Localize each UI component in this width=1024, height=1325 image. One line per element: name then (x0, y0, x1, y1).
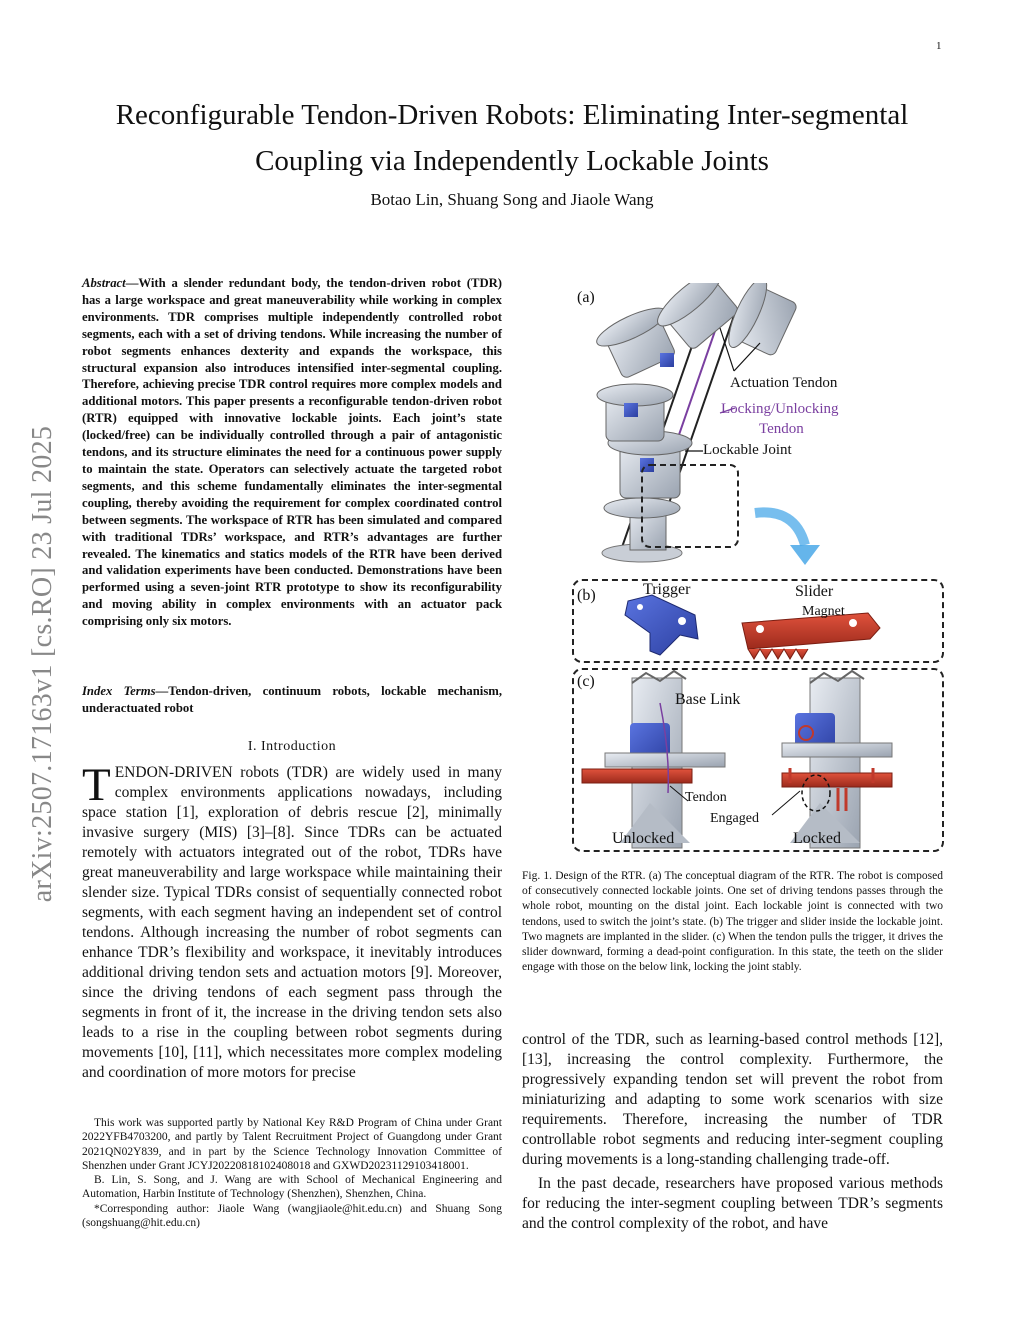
title-line-1: Reconfigurable Tendon-Driven Robots: Eliminating Inter-segmental (115, 99, 909, 131)
tendon-label: Tendon (759, 421, 804, 437)
arxiv-sidebar (28, 376, 58, 951)
base-link-label: Base Link (675, 691, 741, 708)
footnote-funding: This work was supported partly by National Key R&D Program of China under Grant 2022YFB4703200, and partly by Talent Recruitment Project of Guangdong under Grant 2021QN02Y839, and in part by the Science Technology Innovation Committee of Shenzhen under Grant JCYJ20220818102408018 and GXWD20231129103418001. (82, 1117, 502, 1172)
trigger-label: Trigger (643, 581, 691, 598)
abstract (82, 275, 502, 630)
panel-a-label: (a) (577, 289, 595, 306)
footnote-affiliation: B. Lin, S. Song, and J. Wang are with School of Mechanical Engineering and Automation, Harbin Institute of Technology (Shenzhen), Shenzhen, China. (82, 1174, 502, 1201)
footnotes (82, 1116, 502, 1230)
tendon-c-label: Tendon (685, 790, 727, 805)
engaged-label: Engaged (710, 811, 759, 826)
drop-cap: T (82, 759, 111, 811)
right-column-text (522, 1030, 943, 1234)
intro-body: robots (TDR) are widely used in many complex environments applications nowadays, including space station [1], exploration of debris rescue [2], minimally invasive surgery (MIS) [3]–[8]. Since TDRs can be actuated remotely with actuators integrated out of the robot, TDRs have great maneuverability and large workspace while maintaining their slender size. Typical TDRs consist of sequentially connected robot segments, with each segment having an independent set of control tendons. Although increasing the number of robot segments can enhance TDR’s flexibility and workspace, it inevitably introduces additional driving tendon sets and actuation motors [9]. Moreover, since the driving tendons of each segment pass through the segments in front of it, the increase in the driving tendon sets also leads to a rise in the coupling between robot segments during movements [10], [11], which necessitates more complex modeling and coordination of more motors for precise (82, 764, 502, 1081)
panel-b-box (572, 579, 944, 663)
right-paragraph-2: In the past decade, researchers have proposed various methods for reducing the inter-segment coupling between TDR’s segments and the control complexity of the robot, and have (522, 1175, 943, 1232)
slider-label: Slider (795, 583, 834, 600)
panel-c-label: (c) (577, 673, 595, 690)
page-number: 1 (936, 40, 942, 52)
locked-label: Locked (793, 830, 841, 847)
panel-b-label: (b) (577, 587, 596, 604)
figure-1 (520, 283, 944, 853)
introduction-text (82, 759, 502, 1083)
abstract-label: Abstract (82, 276, 126, 290)
paper-title (60, 92, 964, 184)
section-heading: I. Introduction (247, 739, 337, 754)
index-terms-text: —Tendon-driven, continuum robots, lockable mechanism, underactuated robot (82, 684, 502, 715)
actuation-tendon-label: Actuation Tendon (730, 375, 838, 391)
intro-lead: ENDON-DRIVEN (114, 764, 233, 781)
lockable-joint-label: Lockable Joint (703, 442, 792, 458)
arxiv-id: arXiv:2507.17163v1 [cs.RO] 23 Jul 2025 (27, 425, 58, 902)
locking-unlocking-label: Locking/Unlocking (721, 401, 839, 417)
authors: Botao Lin, Shuang Song and Jiaole Wang (370, 190, 654, 209)
magnet-label: Magnet (802, 604, 845, 619)
footnote-corresponding: *Corresponding author: Jiaole Wang (wangjiaole@hit.edu.cn) and Shuang Song (songshuang@hit.edu.cn) (82, 1202, 502, 1230)
unlocked-label: Unlocked (612, 830, 675, 847)
index-terms (82, 683, 502, 717)
title-line-2: Coupling via Independently Lockable Joints (255, 145, 769, 177)
right-paragraph-1: control of the TDR, such as learning-based control methods [12], [13], increasing the control complexity. Furthermore, the progressively expanding tendon set will prevent the robot from miniaturizing and adapting to some work scenarios with size requirements. Therefore, increasing the number of TDR controllable robot segments and reducing inter-segment coupling during movements is a long-standing challenging trade-off. (522, 1031, 943, 1168)
index-terms-label: Index Terms (82, 684, 156, 698)
abstract-text: —With a slender redundant body, the tendon-driven robot (TDR) has a large workspace and great maneuverability while working in complex environments. TDR comprises multiple independently controlled robot segments, each with a set of driving tendons. While increasing the number of robot segments enhances dexterity and expands the workspace, this structural expansion also introduces intensified inter-segmental coupling. Therefore, achieving precise TDR control requires more complex models and additional motors. This paper presents a reconfigurable tendon-driven robot (RTR) equipped with innovative lockable joints. Each joint’s state (locked/free) can be individually controlled through a pair of antagonistic tendons, and its structure eliminates the need for a continuous power supply to maintain the state. Operators can selectively actuate the targeted robot segments, and this scheme fundamentally eliminates the inter-segmental coupling, thereby avoiding the requirement for complex coordinated control between segments. The workspace of RTR has been simulated and compared with traditional TDRs’ workspace, and RTR’s advantages are further revealed. The kinematics and statics models of the RTR have been derived and validation experiments have been conducted. Demonstrations have been performed using a seven-joint RTR prototype to show its reconfigurability and moving ability in complex environments with an actuator pack comprising only six motors. (82, 276, 502, 629)
figure-caption: Fig. 1. Design of the RTR. (a) The conceptual diagram of the RTR. The robot is composed of consecutively connected lockable joints. One set of driving tendons passes through the whole robot, mounting on the distal joint. Each lockable joint is connected with two tendons, used to switch the joint’s state. (b) The trigger and slider inside the lockable joint. Two magnets are implanted in the slider. (c) When the tendon pulls the trigger, it drives the slider downward, forming a dead-point configuration. In this state, the teeth on the slider engage with those on the below link, locking the joint stably. (522, 870, 943, 974)
